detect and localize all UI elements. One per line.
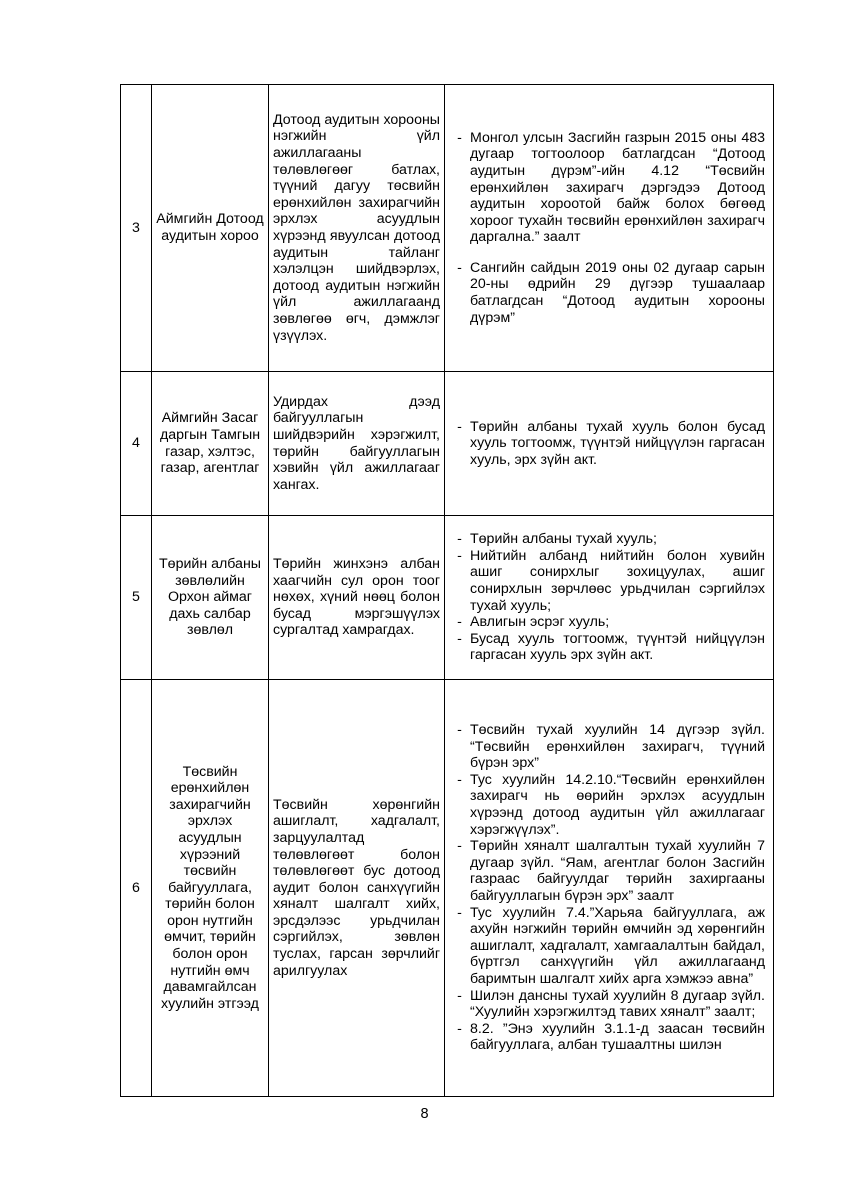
list-item: - Сангийн сайдын 2019 оны 02 дугаар сарын 20-ны өдрийн 29 дүгээр тушаалаар батлагдсан “Дотоод аудитын хорооны дүрэм” — [457, 259, 765, 326]
function-cell: Удирдах дээд байгууллагын шийдвэрийн хэрэгжилт, төрийн байгууллагын хэвийн үйл ажиллагааг хангах. — [269, 372, 445, 516]
list-item: - Шилэн дансны тухай хуулийн 8 дугаар зүйл. “Хуулийн хэрэгжилтэд тавих хяналт” заалт; — [457, 987, 765, 1021]
organization-cell: Аймгийн Засаг даргын Тамгын газар, хэлтэс, газар, агентлаг — [152, 372, 269, 516]
legal-basis-cell — [445, 680, 774, 1097]
organization-cell: Төрийн албаны зөвлөлийн Орхон аймаг дахь салбар зөвлөл — [152, 516, 269, 680]
function-cell: Төрийн жинхэнэ албан хаагчийн сул орон тоог нөхөх, хүний нөөц болон бусад мэргэшүүлэх сургалтад хамрагдах. — [269, 516, 445, 680]
table-row — [121, 516, 774, 680]
row-number: 5 — [121, 516, 152, 680]
legal-basis-cell — [445, 372, 774, 516]
list-item: - Төрийн албаны тухай хууль; — [457, 531, 657, 548]
legal-basis-cell — [445, 516, 774, 680]
responsibility-table — [120, 84, 774, 1097]
list-item: - Бусад хууль тогтоомж, түүнтэй нийцүүлэн гаргасан хууль эрх зүйн акт. — [457, 630, 765, 664]
list-item: - Нийтийн албанд нийтийн болон хувийн ашиг сонирхлыг зохицуулах, ашиг сонирхлын зөрчлөөс урьдчилан сэргийлэх тухай хууль; — [457, 547, 765, 614]
function-cell: Дотоод аудитын хорооны нэгжийн үйл ажиллагааны төлөвлөгөөг батлах, түүний дагуу төсвийн ерөнхийлөн захирагчийн эрхлэх асуудлын хүрээнд явуулсан дотоод аудитын тайланг хэлэлцэн шийдвэрлэх, дотоод аудитын нэгжийн үйл ажиллагаанд зөвлөгөө өгч, дэмжлэг үзүүлэх. — [269, 85, 445, 372]
list-item: - Авлигын эсрэг хууль; — [457, 614, 610, 631]
table-row — [121, 372, 774, 516]
table-row — [121, 85, 774, 372]
list-item: - Монгол улсын Засгийн газрын 2015 оны 483 дугаар тогтоолоор батлагдсан “Дотоод аудитын дүрэм”-ийн 4.12 “Төсвийн ерөнхийлөн захирагч дэргэдээ Дотоод аудитын хороотой байж болох бөгөөд хороог тухайн төсвийн ерөнхийлөн захирагч даргална.” заалт — [457, 129, 765, 246]
row-number: 6 — [121, 680, 152, 1097]
list-item: - Төрийн албаны тухай хууль болон бусад хууль тогтоомж, түүнтэй нийцүүлэн гаргасан хууль, эрх зүйн акт. — [457, 418, 765, 468]
list-item: - 8.2. ”Энэ хуулийн 3.1.1-д заасан төсвийн байгууллага, албан тушаалтны шилэн — [457, 1020, 765, 1054]
list-item: - Тус хуулийн 14.2.10.“Төсвийн ерөнхийлөн захирагч нь өөрийн эрхлэх асуудлын хүрээнд дотоод аудитын үйл ажиллагааг хэрэгжүүлэх”. — [457, 771, 765, 838]
page-number: 8 — [420, 1106, 429, 1122]
list-item: - Төрийн хяналт шалгалтын тухай хуулийн 7 дугаар зүйл. “Яам, агентлаг болон Засгийн газраас байгуулдаг төрийн захиргааны байгууллагын бүрэн эрх” заалт — [457, 838, 765, 904]
organization-cell: Төсвийн ерөнхийлөн захирагчийн эрхлэх асуудлын хүрээний төсвийн байгууллага, төрийн болон орон нутгийн өмчит, төрийн болон орон нутгийн өмч давамгайлсан хуулийн этгээд — [152, 680, 269, 1097]
function-cell: Төсвийн хөрөнгийн ашиглалт, хадгалалт, зарцуулалтад төлөвлөгөөт болон төлөвлөгөөт бус дотоод аудит болон санхүүгийн хяналт шалгалт хийх, эрсдэлээс урьдчилан сэргийлэх, зөвлөн туслах, гарсан зөрчлийг арилгуулах — [269, 680, 445, 1097]
list-item: - Төсвийн тухай хуулийн 14 дүгээр зүйл. “Төсвийн ерөнхийлөн захирагч, түүний бүрэн эрх” — [457, 722, 765, 772]
list-item: - Тус хуулийн 7.4.”Харьяа байгууллага, аж ахуйн нэгжийн төрийн өмчийн эд хөрөнгийн ашиглалт, хадгалалт, хамгаалалтын байдал, бүртгэл санхүүгийн үйл ажиллагаанд баримтын шалгалт хийх арга хэмжээ авна” — [457, 904, 765, 987]
table-row — [121, 680, 774, 1097]
row-number: 4 — [121, 372, 152, 516]
organization-cell: Аймгийн Дотоод аудитын хороо — [152, 85, 269, 372]
row-number: 3 — [121, 85, 152, 372]
legal-basis-cell — [445, 85, 774, 372]
